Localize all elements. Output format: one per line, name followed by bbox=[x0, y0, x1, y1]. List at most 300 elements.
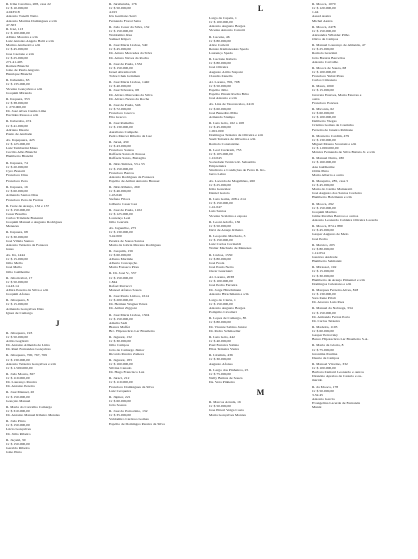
entry-line: R. João Cesar da Silva, 132 bbox=[109, 24, 150, 29]
column-2 bbox=[109, 2, 209, 556]
entry-line: Cr $ 10.000,00 bbox=[6, 6, 28, 11]
entry-line: Cr $ 72.000,00 bbox=[109, 106, 131, 111]
section-letter: L bbox=[257, 4, 264, 13]
entry-line: Cr $ 50.000,00 bbox=[209, 404, 231, 409]
entry-line: R. Irma Carolina, 208, casa 22 bbox=[6, 2, 51, 6]
entry-line: Cr $ 50.000,00 bbox=[209, 83, 231, 88]
entry-line: R. Manuel da Nobrega, 334 bbox=[312, 306, 353, 311]
entry-line: Cr $ 150.000,00 bbox=[209, 201, 233, 206]
entry-line: Dionésio Aprelao de Castelo e ou- bbox=[312, 374, 363, 379]
entry-line: Cr $ 1.500.000,00 bbox=[6, 365, 33, 370]
entry-line: José Paulo Netto bbox=[209, 264, 234, 269]
entry-line: Israel Abramovich bbox=[109, 69, 137, 74]
entry-line: Alice Carletti bbox=[209, 42, 229, 47]
entry-line: Maria da Glória Morano Rodrigues bbox=[109, 242, 161, 247]
entry-line: Cr $ 60.000,00 bbox=[109, 398, 131, 403]
entry-line: Ricardo Pereira Zamora bbox=[109, 351, 145, 356]
entry-line: Francisco Dias bbox=[6, 172, 28, 177]
entry-line: José Villela Santos bbox=[6, 238, 34, 243]
entry-line: R. Júlio Simões, 53 e 55 bbox=[109, 162, 145, 167]
entry-line: R. Mexico, 205 bbox=[312, 242, 335, 247]
entry-line: Cr $ 45.000,00 bbox=[6, 47, 28, 52]
entry-line: 1.001.000 bbox=[209, 129, 224, 134]
entry-line: Sociedade Técnica R. Sebastião bbox=[209, 160, 256, 164]
entry-line: Cr $ 150.000,00 bbox=[109, 166, 133, 171]
entry-line: Gilberto Cesar Luz bbox=[109, 201, 138, 206]
entry-line: 1.41.047 bbox=[209, 205, 222, 210]
entry-line: Espólio Júlio bbox=[209, 88, 229, 92]
entry-line: Cyro Bonatti bbox=[6, 168, 26, 173]
entry-line: Cr $ 150.000,00 bbox=[209, 301, 233, 306]
entry-line: R. Itapuera, 16 bbox=[6, 185, 28, 190]
entry-line: Jeronima Paulina bbox=[312, 351, 338, 356]
entry-line: Cr $ 1.000.000,00 bbox=[312, 146, 339, 150]
entry-line: Iris Germano Serri bbox=[109, 14, 137, 19]
entry-line: Empreiteira bbox=[209, 164, 227, 169]
entry-line: Romeu Bianchi bbox=[6, 63, 29, 68]
entry-line: Mónica Fernanda de Silva Batista Jr. e s/m bbox=[312, 150, 375, 155]
entry-line: Cr $ 150.000,00 bbox=[312, 310, 336, 315]
entry-line: R. da Mooca, 178 bbox=[312, 384, 339, 389]
entry-line: José Oliveira bbox=[209, 65, 229, 70]
entry-line: Cr $ 110.000,00 bbox=[109, 380, 133, 385]
entry-line: João Baratta Barcellos bbox=[312, 55, 346, 60]
entry-line: R. Iraé, 113 bbox=[6, 26, 24, 31]
entry-line: 1.45.046 bbox=[109, 193, 122, 198]
entry-line: Antonio Hirschmann e s/m bbox=[209, 291, 249, 296]
entry-line: R. Mirassol, 192 bbox=[312, 265, 337, 270]
entry-line: R. Lisboa, 1530 bbox=[209, 252, 233, 257]
entry-line: Evangelina Lacerda de Fernanda bbox=[312, 401, 361, 405]
entry-line: Cristina Gomes de Coutinho bbox=[312, 123, 354, 128]
entry-line: Dr. Alvaro Mercedes da Silva bbox=[109, 92, 153, 97]
entry-line: R. Marcos Arruda, 16 bbox=[209, 400, 241, 405]
entry-line: R. Jaguaré, 183 bbox=[109, 357, 132, 362]
entry-line: Pedro Mercer Ribeiro da Luz bbox=[109, 133, 152, 138]
entry-line: José Mello bbox=[6, 265, 22, 270]
entry-line: Daniel Gaiolo bbox=[209, 190, 230, 195]
entry-line: 1.44 bbox=[312, 10, 319, 15]
entry-line: Luís Santos bbox=[209, 209, 227, 214]
entry-line: Cr $ 25.000,00 bbox=[6, 55, 28, 60]
entry-line: Cr $ 80.000,00 bbox=[209, 61, 231, 66]
entry-line: Cr $ 80.000,00 bbox=[312, 246, 334, 251]
entry-line: Luiz Antonio Angelo Balti e s/m bbox=[6, 39, 54, 44]
entry-line: Dr. Aracaro Luis Paes bbox=[312, 300, 345, 305]
entry-line: Augusto Afonso bbox=[209, 361, 233, 366]
entry-line: Dr. Antonio Manuel Ribeiro Mendes bbox=[6, 413, 60, 417]
entry-line: Cr $ 40.000,00 bbox=[209, 338, 231, 343]
entry-line: Dr. Armando Ferraz Porto bbox=[312, 314, 351, 319]
entry-line: Antonio Leonardo Caldeira Oliveira Lacerda bbox=[312, 218, 378, 222]
entry-line: José Pedro Ferreira bbox=[209, 283, 238, 288]
entry-line: R. José Paulo Lisboa, 1614 bbox=[109, 294, 149, 298]
entry-line: Dr. Herman Wagner Pérez bbox=[109, 302, 148, 307]
entry-line: Jose Caetano e s/m bbox=[6, 51, 34, 56]
entry-line: Sara Irene Pilali bbox=[312, 296, 336, 301]
entry-line: Dr. José Alves Cunha Lima bbox=[6, 109, 47, 114]
entry-line: Albano Marinho bbox=[109, 257, 134, 261]
entry-line: R. Leopoldo Machado, 3 bbox=[209, 234, 246, 238]
entry-line: R. Juraci, 212 bbox=[109, 376, 130, 381]
entry-line: R. José Maria Lisboa, 1440 bbox=[109, 80, 150, 85]
entry-line: Antonio Teixeira da Fonseca bbox=[6, 242, 49, 247]
section-letter: J bbox=[55, 318, 60, 328]
entry-line: Cr $ 50.000,00 bbox=[209, 223, 231, 228]
entry-line: Humberto de Araujo Pimentel e s/m bbox=[312, 277, 365, 282]
entry-line: R. José Manuel, 20 bbox=[6, 390, 35, 395]
column-4 bbox=[312, 2, 414, 556]
entry-line: R. João Pinto bbox=[6, 419, 26, 424]
entry-line: Davi de Araujo Ribeiro bbox=[209, 227, 244, 232]
entry-line: Al. Lorena, 2038 bbox=[209, 275, 235, 280]
entry-line: José Benedito Pilho bbox=[209, 110, 239, 115]
entry-line: Cr $ 100.000,00 bbox=[6, 30, 30, 35]
entry-line: Gaspar Petrovsky bbox=[312, 333, 338, 338]
entry-line: Romolo Constantino bbox=[209, 141, 240, 146]
entry-line: Brc. Hipotecário Lar Brasileiro bbox=[109, 329, 155, 333]
entry-line: Cr $ 30.000,00 bbox=[109, 339, 131, 344]
entry-line: R. Mesquita, 285, casa 5 bbox=[312, 178, 349, 183]
entry-gap bbox=[6, 315, 109, 317]
entry-line: Joaquim Manuel e Augusto Rodrigues bbox=[6, 220, 63, 225]
entry-line: Luiz Carlos Corinaldi bbox=[209, 242, 241, 247]
entry-line: Cr $ 105.000,00 bbox=[209, 151, 233, 156]
entry-line: R. Leal Cuckram, 753 bbox=[209, 147, 242, 152]
entry-line: R. Itapuera, 74 bbox=[6, 160, 28, 165]
entry-line: R. Largo dos Pinheiros, 25 bbox=[209, 367, 249, 372]
entry-line: Dr. Alvaro Neves da Rocha bbox=[109, 96, 150, 101]
entry-line: Dr. Pedro Schmoeller bbox=[209, 328, 241, 333]
entry-line: Geraldo Ribeiro bbox=[6, 445, 30, 450]
entry-line: Cr $ 45.000,00 bbox=[312, 228, 334, 233]
entry-line: Joaquim Martins bbox=[312, 209, 337, 214]
entry-line: Cr $ 60.000,00 bbox=[312, 329, 334, 333]
entry-line: Henrique Bianchi bbox=[6, 72, 32, 77]
entry-line: Dr. Antonio Pereira bbox=[6, 384, 35, 389]
entry-line: Gino de Paula Angotto bbox=[6, 68, 40, 72]
entry-line: R. Mooca, 292 bbox=[312, 201, 334, 206]
entry-line: Dr. Arturo Mercedes da Silva bbox=[109, 51, 153, 56]
entry-line: Espólio Pinant Rocha Brito bbox=[209, 92, 250, 97]
entry-line: Walter Machado de Menezes bbox=[209, 246, 252, 251]
entry-line: Cr $ 100.000,00 bbox=[312, 69, 336, 74]
entry-line: Da. Vera Pinheiro bbox=[209, 380, 236, 384]
entry-line: José Augusto dos Santos Cordeiro bbox=[312, 191, 363, 196]
entry-line: Luiz Cerqueira bbox=[109, 388, 132, 393]
entry-line: R. Júpiter, 221 bbox=[109, 394, 131, 399]
entry-line: Joaquim Afonso bbox=[6, 292, 30, 297]
entry-line: Cr $ 60.000,00 bbox=[109, 252, 131, 257]
entry-line: Cr $ 80.000,00 bbox=[209, 38, 231, 43]
entry-line: Luiz Tamburini Maus bbox=[6, 146, 38, 151]
entry-line: Humberto Holzmann e s/m bbox=[312, 195, 352, 200]
column-1 bbox=[6, 2, 109, 556]
entry-line: Armando Santos Dias bbox=[6, 193, 39, 198]
entry-line: R. Jabaquara, 8 bbox=[6, 298, 29, 303]
entry-line: Av. Jaguaribe, 275 bbox=[109, 226, 137, 231]
entry-gap bbox=[209, 384, 312, 386]
entry-line: Rafael Perrucci bbox=[109, 283, 132, 288]
entry-line: R. Luís Góis, 442 bbox=[209, 334, 235, 339]
entry-line: Alexandre Wilaider Pilho bbox=[312, 32, 350, 37]
entry-line: Silvina Canado bbox=[109, 366, 132, 370]
entry-line: Cr $ 310.000,00 bbox=[6, 408, 30, 413]
entry-line: R. Maria da Gloria, 8 bbox=[312, 343, 344, 348]
entry-line: R. José Maria Lisboa, 1504 bbox=[109, 312, 150, 317]
entry-line: Carlos Cimonato bbox=[312, 78, 337, 83]
entry-line: Av. Lins de Vasconcelos, 2419 bbox=[209, 102, 254, 107]
entry-line: Cr $ 50.000,00 bbox=[6, 279, 28, 284]
entry-line: Cr $ 38.000,00 bbox=[6, 100, 28, 105]
entry-line: Ana Guilherme bbox=[312, 164, 335, 169]
entry-line: Cr $ 150.000,00 bbox=[6, 207, 30, 212]
entry-line: Cr $ 120.000,00 bbox=[312, 6, 336, 11]
entry-line: Cr $ 150.000,00 bbox=[6, 423, 30, 428]
entry-line: R. João Moura, 367 bbox=[6, 371, 35, 376]
entry-line: Av. Itapapuera, 423 bbox=[6, 137, 35, 142]
entry-line: Vicente Antonio Carretti bbox=[209, 28, 246, 33]
entry-line: Nelly Batista de Souza bbox=[209, 375, 243, 380]
entry-line: R. José Ramalho bbox=[109, 121, 134, 126]
entry-line: R. Manuel Lourenço de Almeida, 47 bbox=[312, 43, 366, 48]
entry-line: Jose Pitteri Veiga Costa bbox=[209, 408, 244, 413]
entry-line: Júlio Guilherme bbox=[6, 269, 30, 274]
entry-line: Jaime Peralles Barroso e outros bbox=[312, 213, 359, 218]
entry-line: Albira Pereira da Silva e s/m bbox=[6, 288, 49, 292]
entry-line: Francisco Domingues da Silva bbox=[109, 384, 154, 389]
entry-line: Fernando Frarol Saita bbox=[109, 18, 141, 23]
entry-line: Cr $ 150.000,00 bbox=[6, 441, 30, 446]
entry-line: Marino Andreotti e s/m bbox=[6, 43, 41, 48]
entry-line: Espólio de Domingos Pereira da Silva bbox=[109, 421, 165, 426]
entry-line: Menezes bbox=[6, 224, 19, 229]
entry-line: Elias Teixeira Vieira bbox=[209, 347, 240, 352]
entry-line: Cr $ 130.000,00 bbox=[6, 357, 30, 362]
entry-line: Cr $ 150.000,00 bbox=[109, 65, 133, 70]
entry-line: 14.43.14 bbox=[6, 283, 19, 288]
entry-line: Miguel Mouna Scoutani e s/m bbox=[312, 141, 357, 146]
entry-line: Cr $ 43.000,00 bbox=[109, 143, 131, 148]
entry-line: Cr $ 130.000,00 bbox=[109, 125, 133, 130]
entry-line: R. Mooca, 1070 bbox=[312, 2, 336, 6]
entry-line: Dr. Carlos Teixeira bbox=[312, 318, 340, 323]
entry-line: Cr $ 150.000,00 bbox=[109, 316, 133, 321]
entry-line: Lúcio Gonçalves bbox=[6, 427, 31, 432]
entry-line: 47.303 bbox=[6, 22, 17, 27]
entry-line: 4.043518 bbox=[6, 10, 20, 15]
entry-line: Cr $ 50.000,00 bbox=[109, 6, 131, 11]
entry-line: Dr. Jorge Hirschmann bbox=[209, 287, 242, 292]
entry-line: Deliberto Viegas bbox=[312, 119, 337, 124]
entry-line: Cr $ 100.000,00 bbox=[312, 115, 336, 120]
entry-line: R. Ivete de Araujo, 132 e 137 bbox=[6, 203, 50, 208]
entry-line: Cr $ 41.000,00 bbox=[6, 123, 28, 128]
entry-line: Euclides Pessoa e s/m bbox=[6, 113, 39, 118]
entry-line: R. Mooca, 2478 bbox=[312, 24, 336, 29]
entry-line: Cr $ 40.000,00 bbox=[109, 84, 131, 89]
entry-line: R. Maria do Carvalho Camargo bbox=[6, 404, 53, 409]
entry-line: Gustavo Andrade bbox=[312, 255, 338, 259]
entry-line: Antonio Augusto Borges bbox=[209, 306, 246, 310]
entry-line: Vicente Scalzino e esposa bbox=[209, 213, 247, 218]
entry-line: Banco Hipotecário Lar Brasileiro S.A. bbox=[312, 337, 369, 342]
entry-line: Elia Grecco bbox=[109, 115, 127, 120]
entry-line: Dr. Antonio Almeida de Lima bbox=[6, 343, 50, 348]
entry-line: Domingos Teixeira de Oliveira e s/m bbox=[209, 133, 264, 138]
entry-line: Antonio Tonelli Netto bbox=[6, 14, 39, 19]
entry-line: R. José Silvestre, 68 bbox=[109, 88, 139, 93]
entry-line: berto Lebre bbox=[209, 172, 226, 177]
entry-line: R. Itaquera, 353 bbox=[6, 96, 30, 101]
entry-line: Cr $ 15.000,00 bbox=[312, 269, 334, 274]
entry-line: R. Lituânia, 436 bbox=[209, 353, 233, 358]
entry-line: Domingos Celestano e s/m bbox=[312, 281, 352, 286]
entry-line: Cr $ 25.000,00 bbox=[312, 47, 334, 52]
entry-line: R. José de Paula, 546 bbox=[109, 102, 141, 107]
entry-line: Cr $ 150.000,00 bbox=[312, 205, 336, 210]
entry-line: Otília Pinto bbox=[312, 168, 330, 173]
entry-line: Antonio Teixeira Gonçalves e s/m bbox=[6, 361, 56, 366]
entry-line: Cr $ 25.000,00 bbox=[209, 182, 231, 187]
entry-line: R. Itaberaba, 474 bbox=[6, 119, 32, 124]
column-3 bbox=[209, 2, 312, 556]
entry-line: R. Itahenma, 63 bbox=[6, 78, 30, 83]
entry-line: Paul Ferreira Sabino bbox=[209, 343, 240, 347]
entry-line: R. Monteiro Cardim, 479 bbox=[312, 133, 350, 138]
entry-line: José Feola bbox=[209, 260, 225, 265]
entry-line: Alberto Concepção bbox=[109, 261, 138, 266]
entry-line: Cr $ 160.000,00 bbox=[109, 361, 133, 366]
entry-line: Vicente Gonçalves e s/m bbox=[6, 86, 43, 91]
entry-line: 3.32.45 bbox=[312, 392, 323, 397]
entry-line: 1.844 bbox=[109, 279, 118, 284]
entry-line: Cr $ 45.000,00 bbox=[109, 47, 131, 52]
entry-line: Cr $ 125.000,00 bbox=[109, 211, 133, 216]
entry-line: R. Mauá, 1060 bbox=[312, 84, 334, 89]
entry-line: Cr $ 30.000,00 bbox=[312, 273, 334, 278]
entry-line: 4.015 bbox=[109, 10, 118, 15]
entry-line: Antonio Garcia bbox=[312, 396, 335, 401]
entry-line: Ferreira de Janeiro Pelmano bbox=[312, 127, 354, 132]
entry-line: Cr $ 15.000,00 bbox=[6, 302, 28, 307]
entry-line: Antonio Martins Domingues e s/m bbox=[6, 18, 57, 23]
entry-line: Francisco Santos bbox=[109, 148, 134, 152]
entry-line: Al. Lorena, 706, 708 bbox=[209, 79, 240, 84]
entry-line: José Pedro bbox=[312, 236, 328, 241]
entry-line: Cr $ 75.000,00 bbox=[209, 371, 231, 376]
entry-line: Cr $ 30.000,00 bbox=[6, 234, 28, 239]
entry-line: Bianca Maffei bbox=[109, 324, 130, 329]
entry-line: 1.12.054 bbox=[312, 250, 325, 255]
entry-line: Cr $ 45.000,00 bbox=[312, 183, 334, 187]
entry-line: Maria Fonseca Pires bbox=[109, 265, 139, 270]
entry-line: Espólio de Arthur Antonio Bresser bbox=[109, 178, 160, 183]
entry-line: Cr $ 20.000,00 bbox=[6, 164, 28, 169]
entry-line: Júlio Campos bbox=[109, 343, 130, 348]
entry-line: Pereira de Sousa Santos bbox=[109, 238, 145, 243]
entry-line: R. José do Patrocínio, 132 bbox=[109, 409, 148, 414]
entry-line: Júlio Gouvêa bbox=[109, 220, 129, 224]
entry-line: R. José Maria Lisboa, 540 bbox=[109, 43, 148, 48]
entry-line: Cr $ 125.000,00 bbox=[6, 142, 30, 146]
entry-line: Cr $ 50.000,00 bbox=[312, 388, 334, 393]
entry-line: Dr. Vicente Sabino Junior bbox=[209, 324, 247, 329]
entry-line: Cr $ 130.000,00 bbox=[312, 137, 336, 142]
entry-line: Francisco Barros bbox=[109, 170, 134, 175]
entry-line: Maria do Carmo Mainaretti bbox=[312, 187, 353, 192]
entry-line: Cr $ 110.000,00 bbox=[6, 376, 30, 380]
entry-line: Irma Gonzalez bbox=[209, 186, 231, 191]
entry-line: Cr $ 130.000,00 bbox=[109, 230, 133, 235]
entry-line: R. Jabaquara, 193 bbox=[6, 330, 33, 335]
entry-line: Cesar Botelho bbox=[6, 211, 27, 216]
entry-line: Aureliano Campeão bbox=[109, 129, 139, 134]
entry-line: Waldomiro Rua bbox=[109, 32, 133, 37]
entry-line: Tobre Chak Grinman bbox=[109, 74, 140, 78]
entry-line: R. Manuel Dutra, 180 bbox=[312, 156, 345, 161]
entry-line: Jaraveta Esteves, Maria Esteves e bbox=[312, 92, 362, 97]
entry-line: Dr. Hugo Francisco Luz bbox=[109, 370, 145, 375]
entry-line: Cr $ 60.000,00 bbox=[6, 189, 28, 194]
entry-line: 3.42.000 bbox=[109, 234, 122, 239]
entry-line: Francisco Grecco bbox=[109, 111, 135, 115]
entry-line: Augusto Atilio Stapani bbox=[209, 69, 243, 74]
entry-line: Júlio Mello bbox=[6, 261, 23, 266]
entry-line: Dr. Raul Fernandes Gonçalves bbox=[6, 347, 51, 352]
entry-line: R. Leoni Adolfo, 136 bbox=[209, 219, 241, 224]
entry-line: Humberto Bianchi bbox=[6, 154, 34, 159]
entry-line: Cr $ 150.000,00 bbox=[6, 394, 30, 399]
entry-line: Francisco Yubal Pires bbox=[312, 74, 344, 78]
entry-line: Cr $ 150.000,00 bbox=[109, 28, 133, 33]
entry-line: Sindicato e Condições de Ferro R. Ro- bbox=[209, 168, 266, 173]
entry-line: marido bbox=[312, 378, 323, 383]
entry-line: Cr $ 150.000,00 bbox=[109, 275, 133, 280]
entry-line: Antonio Rodrigues da Fonseca bbox=[109, 174, 155, 179]
entry-line: Dr. Arturo Neves da Rocha bbox=[109, 55, 149, 60]
entry-line: Samuel Klipov bbox=[109, 37, 132, 41]
entry-line: outra bbox=[312, 96, 320, 101]
entry-line: Cr $ 60.000,00 bbox=[312, 111, 334, 115]
entry-line: Humberto Selmanni bbox=[312, 259, 342, 264]
entry-line: Cr $ 100.000,00 bbox=[209, 279, 233, 284]
entry-line: Oscar Guarnieri bbox=[209, 269, 233, 273]
entry-line: R. Júlio Ribeiro, 260 bbox=[109, 185, 140, 189]
entry-line: Gaspar Augusto de Melo bbox=[312, 232, 349, 237]
entry-line: Stefano Filoca bbox=[109, 197, 131, 202]
entry-line: Maria Alberto e outra bbox=[312, 172, 344, 177]
entry-line: Av. Itá, 1444 bbox=[6, 253, 25, 257]
entry-line: Barbara Zamarri Leonardo e outros bbox=[312, 370, 364, 375]
entry-line: Armando Gonçalves Dias bbox=[6, 306, 44, 311]
entry-line: Cr $ 50.000,00 bbox=[6, 334, 28, 339]
entry-line: Albino Moreira e s/m bbox=[6, 35, 38, 39]
entry-line: Dr. Júlio Ribeiro bbox=[6, 431, 31, 436]
entry-line: João Soares bbox=[109, 403, 127, 407]
entry-line: Pompilio Cavalieri bbox=[209, 310, 237, 315]
entry-line: Antonio Carvalho bbox=[312, 59, 339, 64]
entry-line: Cr $ 45.000,00 bbox=[209, 125, 231, 129]
entry-line: Cr $ 160.000,00 bbox=[312, 160, 336, 165]
entry-line: Cr $ 80.000,00 bbox=[209, 320, 231, 325]
entry-line: Cr $ 46.000,00 bbox=[109, 189, 131, 194]
entry-line: R. Luís Gama, 208 e 214 bbox=[209, 197, 246, 201]
entry-line: R. Lopes de Camargo, 85 bbox=[209, 316, 247, 321]
entry-line: Cr $ 35.000,00 bbox=[109, 413, 131, 418]
entry-line: R. Madeira, 1103 bbox=[312, 324, 338, 329]
entry-line: Laurenço Spedo bbox=[209, 51, 233, 55]
